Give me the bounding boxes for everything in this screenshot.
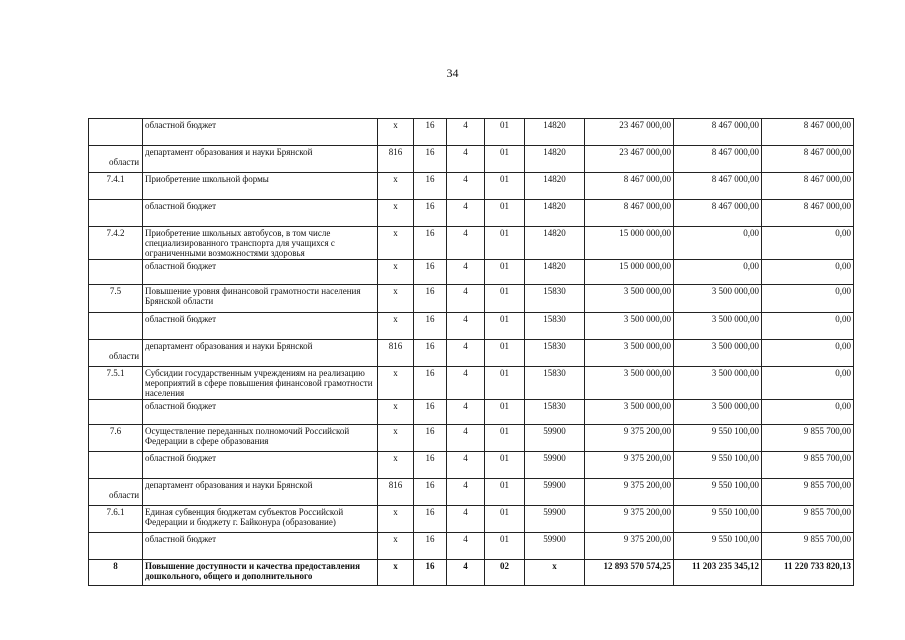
row-name-cell: областной бюджет [143, 119, 378, 146]
program-code-cell: 01 [485, 227, 525, 260]
admin-code-cell: x [378, 260, 414, 285]
subsection-code-cell: 4 [447, 340, 485, 367]
row-name-line: области [109, 490, 140, 500]
amount-year1-cell: 9 375 200,00 [585, 479, 674, 506]
program-code-cell: 01 [485, 533, 525, 560]
row-number-cell: 7.6 [89, 425, 143, 452]
table-row [89, 425, 854, 452]
amount-year2-cell: 8 467 000,00 [674, 146, 762, 173]
subsection-code-cell: 4 [447, 313, 485, 340]
subsection-code-cell: 4 [447, 200, 485, 227]
amount-year1-cell: 23 467 000,00 [585, 119, 674, 146]
subsection-code-cell: 4 [447, 560, 485, 586]
amount-year2-cell: 8 467 000,00 [674, 173, 762, 200]
row-name-cell: Приобретение школьных автобусов, в том числе специализированного транспорта для учащихся с ограниченными возможностями здоровья [143, 227, 378, 260]
amount-year1-cell: 9 375 200,00 [585, 425, 674, 452]
program-code-cell: 01 [485, 479, 525, 506]
section-code-cell: 16 [414, 146, 447, 173]
direction-code-cell: 15830 [525, 285, 585, 313]
budget-table [88, 118, 854, 586]
admin-code-cell: x [378, 506, 414, 533]
amount-year2-cell: 9 550 100,00 [674, 452, 762, 479]
row-number-cell: 8 [89, 560, 143, 586]
amount-year2-cell: 0,00 [674, 227, 762, 260]
direction-code-cell: 15830 [525, 313, 585, 340]
table-row [89, 313, 854, 340]
table-row [89, 506, 854, 533]
amount-year3-cell: 11 220 733 820,13 [762, 560, 854, 586]
row-name-line: области [109, 351, 140, 361]
program-code-cell: 01 [485, 367, 525, 400]
row-name-cell: Субсидии государственным учреждениям на реализацию мероприятий в сфере повышения финансовой грамотности населения [143, 367, 378, 400]
row-name-line: департамент образования и науки Брянской [145, 480, 313, 490]
table-row [89, 260, 854, 285]
amount-year2-cell: 3 500 000,00 [674, 285, 762, 313]
section-code-cell: 16 [414, 506, 447, 533]
table-row [89, 340, 854, 367]
program-code-cell: 01 [485, 200, 525, 227]
row-name-cell: Приобретение школьной формы [143, 173, 378, 200]
program-code-cell: 01 [485, 173, 525, 200]
amount-year2-cell: 3 500 000,00 [674, 400, 762, 425]
subsection-code-cell: 4 [447, 479, 485, 506]
table-row [89, 533, 854, 560]
section-code-cell: 16 [414, 479, 447, 506]
subsection-code-cell: 4 [447, 400, 485, 425]
amount-year2-cell: 8 467 000,00 [674, 200, 762, 227]
row-number-cell [89, 260, 143, 285]
subsection-code-cell: 4 [447, 227, 485, 260]
program-code-cell: 01 [485, 146, 525, 173]
program-code-cell: 01 [485, 313, 525, 340]
table-row [89, 367, 854, 400]
program-code-cell: 01 [485, 425, 525, 452]
admin-code-cell: x [378, 227, 414, 260]
amount-year2-cell: 3 500 000,00 [674, 367, 762, 400]
direction-code-cell: 14820 [525, 200, 585, 227]
table-row [89, 200, 854, 227]
amount-year2-cell: 11 203 235 345,12 [674, 560, 762, 586]
section-code-cell: 16 [414, 260, 447, 285]
row-name-cell: областной бюджет [143, 400, 378, 425]
amount-year3-cell: 9 855 700,00 [762, 452, 854, 479]
amount-year1-cell: 15 000 000,00 [585, 260, 674, 285]
row-name-cell: областной бюджет [143, 452, 378, 479]
admin-code-cell: x [378, 425, 414, 452]
direction-code-cell: 14820 [525, 260, 585, 285]
table-row [89, 173, 854, 200]
row-number-cell: 7.4.2 [89, 227, 143, 260]
subsection-code-cell: 4 [447, 119, 485, 146]
section-code-cell: 16 [414, 533, 447, 560]
direction-code-cell: 14820 [525, 173, 585, 200]
direction-code-cell: 15830 [525, 340, 585, 367]
row-name-cell: Повышение уровня финансовой грамотности населения Брянской области [143, 285, 378, 313]
row-number-cell: 7.5.1 [89, 367, 143, 400]
table-row [89, 452, 854, 479]
amount-year1-cell: 8 467 000,00 [585, 200, 674, 227]
table-row [89, 146, 854, 173]
section-code-cell: 16 [414, 173, 447, 200]
amount-year3-cell: 0,00 [762, 400, 854, 425]
section-code-cell: 16 [414, 425, 447, 452]
amount-year3-cell: 0,00 [762, 340, 854, 367]
row-name-line: департамент образования и науки Брянской [145, 341, 313, 351]
admin-code-cell: x [378, 560, 414, 586]
row-number-cell [89, 200, 143, 227]
amount-year2-cell: 0,00 [674, 260, 762, 285]
amount-year1-cell: 15 000 000,00 [585, 227, 674, 260]
amount-year3-cell: 8 467 000,00 [762, 119, 854, 146]
table-row [89, 285, 854, 313]
section-code-cell: 16 [414, 200, 447, 227]
subsection-code-cell: 4 [447, 425, 485, 452]
amount-year3-cell: 0,00 [762, 227, 854, 260]
direction-code-cell: 14820 [525, 227, 585, 260]
amount-year3-cell: 8 467 000,00 [762, 173, 854, 200]
admin-code-cell: x [378, 533, 414, 560]
program-code-cell: 01 [485, 285, 525, 313]
amount-year2-cell: 3 500 000,00 [674, 313, 762, 340]
amount-year1-cell: 12 893 570 574,25 [585, 560, 674, 586]
amount-year2-cell: 8 467 000,00 [674, 119, 762, 146]
amount-year3-cell: 8 467 000,00 [762, 200, 854, 227]
table-row [89, 400, 854, 425]
section-code-cell: 16 [414, 340, 447, 367]
row-number-cell [89, 533, 143, 560]
amount-year1-cell: 3 500 000,00 [585, 400, 674, 425]
program-code-cell: 01 [485, 452, 525, 479]
amount-year2-cell: 9 550 100,00 [674, 506, 762, 533]
direction-code-cell: 14820 [525, 146, 585, 173]
page-number: 34 [446, 66, 459, 80]
amount-year2-cell: 9 550 100,00 [674, 533, 762, 560]
admin-code-cell: x [378, 285, 414, 313]
amount-year3-cell: 0,00 [762, 285, 854, 313]
section-code-cell: 16 [414, 313, 447, 340]
row-number-cell [89, 313, 143, 340]
row-number-cell: 7.4.1 [89, 173, 143, 200]
row-name-cell: Единая субвенция бюджетам субъектов Российской Федерации и бюджету г. Байконура (образование) [143, 506, 378, 533]
amount-year2-cell: 9 550 100,00 [674, 425, 762, 452]
direction-code-cell: 59900 [525, 452, 585, 479]
subsection-code-cell: 4 [447, 285, 485, 313]
program-code-cell: 01 [485, 506, 525, 533]
section-code-cell: 16 [414, 560, 447, 586]
amount-year1-cell: 9 375 200,00 [585, 452, 674, 479]
subsection-code-cell: 4 [447, 533, 485, 560]
program-code-cell: 01 [485, 260, 525, 285]
admin-code-cell: x [378, 313, 414, 340]
section-code-cell: 16 [414, 285, 447, 313]
amount-year3-cell: 9 855 700,00 [762, 533, 854, 560]
subsection-code-cell: 4 [447, 146, 485, 173]
row-name-cell [109, 146, 378, 173]
amount-year3-cell: 9 855 700,00 [762, 506, 854, 533]
section-code-cell: 16 [414, 400, 447, 425]
direction-code-cell: 59900 [525, 506, 585, 533]
amount-year1-cell: 8 467 000,00 [585, 173, 674, 200]
admin-code-cell: x [378, 200, 414, 227]
row-name-cell [109, 340, 378, 367]
table-row [89, 560, 854, 586]
admin-code-cell: x [378, 400, 414, 425]
program-code-cell: 02 [485, 560, 525, 586]
row-name-cell: областной бюджет [143, 200, 378, 227]
admin-code-cell: 816 [378, 340, 414, 367]
amount-year3-cell: 0,00 [762, 367, 854, 400]
subsection-code-cell: 4 [447, 173, 485, 200]
direction-code-cell: 15830 [525, 400, 585, 425]
admin-code-cell: x [378, 452, 414, 479]
section-code-cell: 16 [414, 367, 447, 400]
table-row [89, 227, 854, 260]
row-name-cell: областной бюджет [143, 260, 378, 285]
direction-code-cell: x [525, 560, 585, 586]
amount-year1-cell: 3 500 000,00 [585, 367, 674, 400]
table-body [89, 119, 854, 586]
row-name-line: департамент образования и науки Брянской [145, 147, 313, 157]
amount-year3-cell: 9 855 700,00 [762, 479, 854, 506]
row-name-cell: Осуществление переданных полномочий Российской Федерации в сфере образования [143, 425, 378, 452]
amount-year2-cell: 3 500 000,00 [674, 340, 762, 367]
amount-year1-cell: 9 375 200,00 [585, 506, 674, 533]
subsection-code-cell: 4 [447, 260, 485, 285]
amount-year1-cell: 3 500 000,00 [585, 340, 674, 367]
row-name-cell: Повышение доступности и качества предоставления дошкольного, общего и дополнительного [143, 560, 378, 586]
admin-code-cell: 816 [378, 479, 414, 506]
admin-code-cell: x [378, 119, 414, 146]
direction-code-cell: 59900 [525, 479, 585, 506]
table-row [89, 119, 854, 146]
amount-year3-cell: 0,00 [762, 260, 854, 285]
row-name-line: области [109, 157, 140, 167]
subsection-code-cell: 4 [447, 452, 485, 479]
direction-code-cell: 59900 [525, 425, 585, 452]
program-code-cell: 01 [485, 400, 525, 425]
amount-year1-cell: 9 375 200,00 [585, 533, 674, 560]
amount-year2-cell: 9 550 100,00 [674, 479, 762, 506]
program-code-cell: 01 [485, 340, 525, 367]
row-number-cell [89, 452, 143, 479]
amount-year1-cell: 3 500 000,00 [585, 285, 674, 313]
admin-code-cell: x [378, 367, 414, 400]
admin-code-cell: 816 [378, 146, 414, 173]
amount-year3-cell: 0,00 [762, 313, 854, 340]
amount-year1-cell: 23 467 000,00 [585, 146, 674, 173]
row-name-cell: областной бюджет [143, 313, 378, 340]
direction-code-cell: 59900 [525, 533, 585, 560]
row-number-cell: 7.5 [89, 285, 143, 313]
section-code-cell: 16 [414, 227, 447, 260]
section-code-cell: 16 [414, 119, 447, 146]
program-code-cell: 01 [485, 119, 525, 146]
admin-code-cell: x [378, 173, 414, 200]
direction-code-cell: 14820 [525, 119, 585, 146]
subsection-code-cell: 4 [447, 506, 485, 533]
row-name-cell [109, 479, 378, 506]
amount-year3-cell: 8 467 000,00 [762, 146, 854, 173]
subsection-code-cell: 4 [447, 367, 485, 400]
amount-year3-cell: 9 855 700,00 [762, 425, 854, 452]
amount-year1-cell: 3 500 000,00 [585, 313, 674, 340]
row-number-cell: 7.6.1 [89, 506, 143, 533]
section-code-cell: 16 [414, 452, 447, 479]
table-row [89, 479, 854, 506]
row-name-cell: областной бюджет [143, 533, 378, 560]
direction-code-cell: 15830 [525, 367, 585, 400]
row-number-cell [89, 400, 143, 425]
row-number-cell [89, 119, 143, 146]
